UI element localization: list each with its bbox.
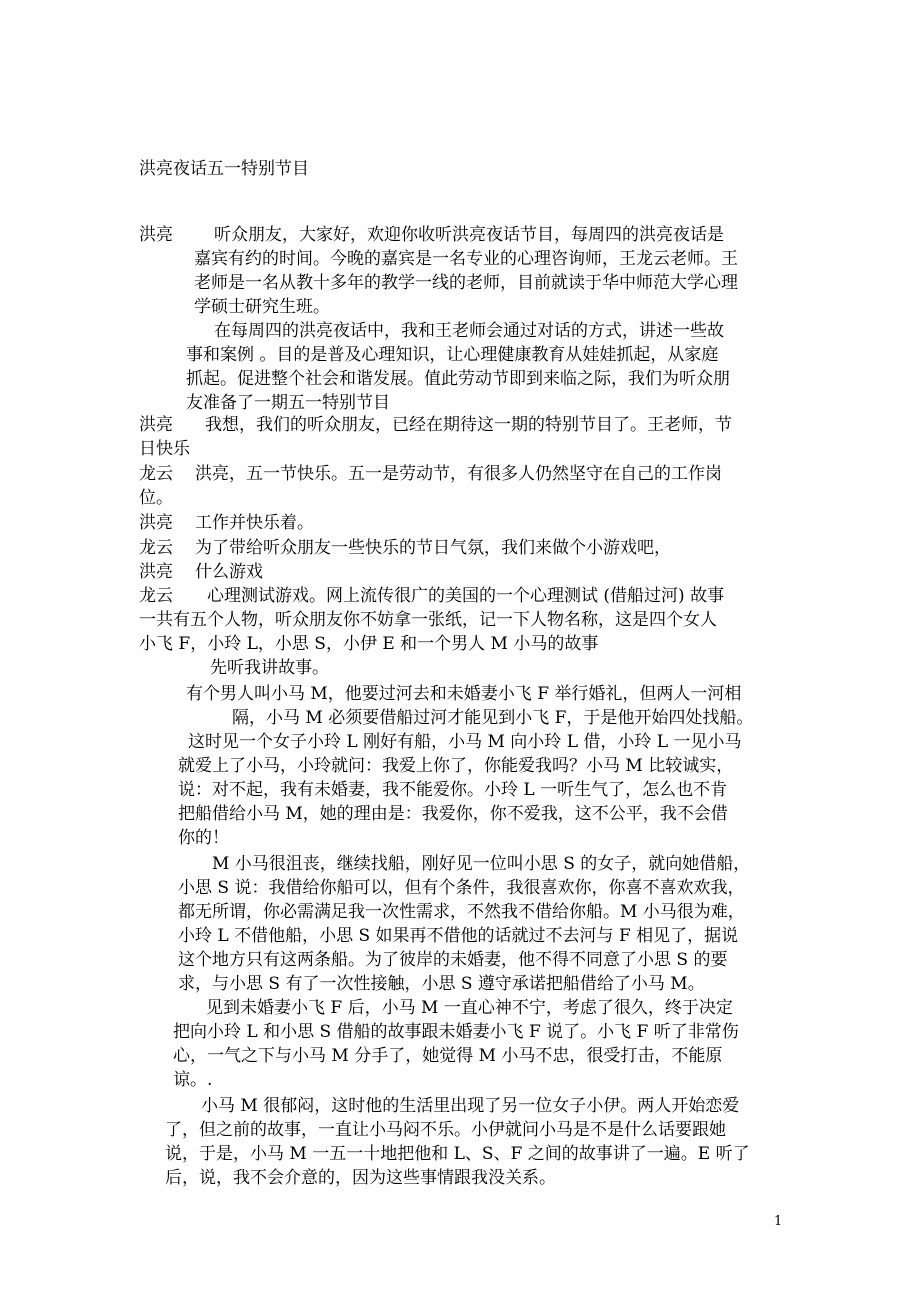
text-line: 把船借给小马 M，她的理由是：我爱你，你不爱我，这不公平，我不会借 bbox=[178, 804, 728, 824]
speaker-label: 洪亮 bbox=[139, 225, 173, 245]
page-number: 1 bbox=[774, 1214, 783, 1229]
speaker-label: 洪亮 bbox=[139, 562, 173, 582]
text-line: 谅。. bbox=[173, 1070, 213, 1090]
text-line: 什么游戏 bbox=[195, 562, 263, 582]
text-line: 有个男人叫小马 M，他要过河去和未婚妻小飞 F 举行婚礼，但两人一河相 bbox=[186, 684, 742, 704]
text-line: 我想，我们的听众朋友，已经在期待这一期的特别节目了。王老师，节 bbox=[205, 415, 732, 435]
text-line: 日快乐 bbox=[139, 439, 190, 459]
speaker-label: 龙云 bbox=[139, 586, 173, 606]
text-line: 说，于是，小马 M 一五一十地把他和 L、S、F 之间的故事讲了一遍。E 听了 bbox=[165, 1144, 750, 1164]
text-line: 事和案例 。目的是普及心理知识，让心理健康教育从娃娃抓起，从家庭 bbox=[186, 345, 719, 365]
text-line: 心，一气之下与小马 M 分手了，她觉得 M 小马不忠，很受打击，不能原 bbox=[173, 1046, 723, 1066]
text-line: 你的！ bbox=[178, 828, 229, 848]
text-line: 隔，小马 M 必须要借船过河才能见到小飞 F，于是他开始四处找船。 bbox=[232, 708, 754, 728]
text-line: 这时见一个女子小玲 L 刚好有船，小马 M 向小玲 L 借，小玲 L 一见小马 bbox=[188, 732, 742, 752]
document-title: 洪亮夜话五一特别节目 bbox=[139, 159, 309, 179]
text-line: 一共有五个人物，听众朋友你不妨拿一张纸，记一下人物名称，这是四个女人 bbox=[139, 610, 717, 630]
text-line: 工作并快乐着。 bbox=[195, 513, 314, 533]
speaker-label: 洪亮 bbox=[139, 415, 173, 435]
speaker-label: 洪亮 bbox=[139, 513, 173, 533]
text-line: 先听我讲故事。 bbox=[210, 658, 329, 678]
text-line: 求，与小思 S 有了一次性接触，小思 S 遵守承诺把船借给了小马 M。 bbox=[178, 974, 705, 994]
text-line: 小思 S 说：我借给你船可以，但有个条件，我很喜欢你，你喜不喜欢欢我， bbox=[178, 878, 745, 898]
text-line: 这个地方只有这两条船。为了彼岸的未婚妻，他不得不同意了小思 S 的要 bbox=[178, 950, 728, 970]
text-line: 友准备了一期五一特别节目 bbox=[186, 393, 390, 413]
text-line: 小玲 L 不借他船，小思 S 如果再不借他的话就过不去河与 F 相见了，据说 bbox=[178, 926, 739, 946]
text-line: 嘉宾有约的时间。今晚的嘉宾是一名专业的心理咨询师，王龙云老师。王 bbox=[194, 249, 738, 269]
text-line: 抓起。促进整个社会和谐发展。值此劳动节即到来临之际，我们为听众朋 bbox=[186, 369, 730, 389]
speaker-label: 龙云 bbox=[139, 538, 173, 558]
text-line: 说：对不起，我有未婚妻，我不能爱你。小玲 L 一听生气了，怎么也不肯 bbox=[178, 780, 728, 800]
text-line: 就爱上了小马，小玲就问：我爱上你了，你能爱我吗？小马 M 比较诚实， bbox=[178, 756, 734, 776]
text-line: 小飞 F，小玲 L，小思 S，小伊 E 和一个男人 M 小马的故事 bbox=[139, 634, 599, 654]
text-line: 学硕士研究生班。 bbox=[194, 297, 330, 317]
text-line: 小马 M 很郁闷，这时他的生活里出现了另一位女子小伊。两人开始恋爱 bbox=[201, 1096, 740, 1116]
text-line: 心理测试游戏。网上流传很广的美国的一个心理测试 (借船过河) 故事 bbox=[207, 586, 725, 606]
text-line: 为了带给听众朋友一些快乐的节日气氛，我们来做个小游戏吧， bbox=[195, 538, 671, 558]
text-line: 了，但之前的故事，一直让小马闷不乐。小伊就问小马是不是什么话要跟她 bbox=[165, 1120, 726, 1140]
text-line: 都无所谓，你必需满足我一次性需求，不然我不借给你船。M 小马很为难， bbox=[178, 902, 745, 922]
text-line: M 小马很沮丧，继续找船，刚好见一位叫小思 S 的女子，就向她借船， bbox=[212, 854, 751, 874]
text-line: 洪亮，五一节快乐。五一是劳动节，有很多人仍然坚守在自己的工作岗 bbox=[195, 464, 722, 484]
text-line: 在每周四的洪亮夜话中，我和王老师会通过对话的方式，讲述一些故 bbox=[214, 321, 724, 341]
text-line: 听众朋友，大家好，欢迎你收听洪亮夜话节目，每周四的洪亮夜话是 bbox=[214, 225, 724, 245]
text-line: 位。 bbox=[139, 488, 173, 508]
text-line: 后，说，我不会介意的，因为这些事情跟我没关系。 bbox=[165, 1168, 556, 1188]
speaker-label: 龙云 bbox=[139, 464, 173, 484]
text-line: 见到未婚妻小飞 F 后，小马 M 一直心神不宁，考虑了很久，终于决定 bbox=[206, 998, 733, 1018]
text-line: 把向小玲 L 和小思 S 借船的故事跟未婚妻小飞 F 说了。小飞 F 听了非常伤 bbox=[173, 1022, 739, 1042]
text-line: 老师是一名从教十多年的教学一线的老师，目前就读于华中师范大学心理 bbox=[194, 273, 738, 293]
